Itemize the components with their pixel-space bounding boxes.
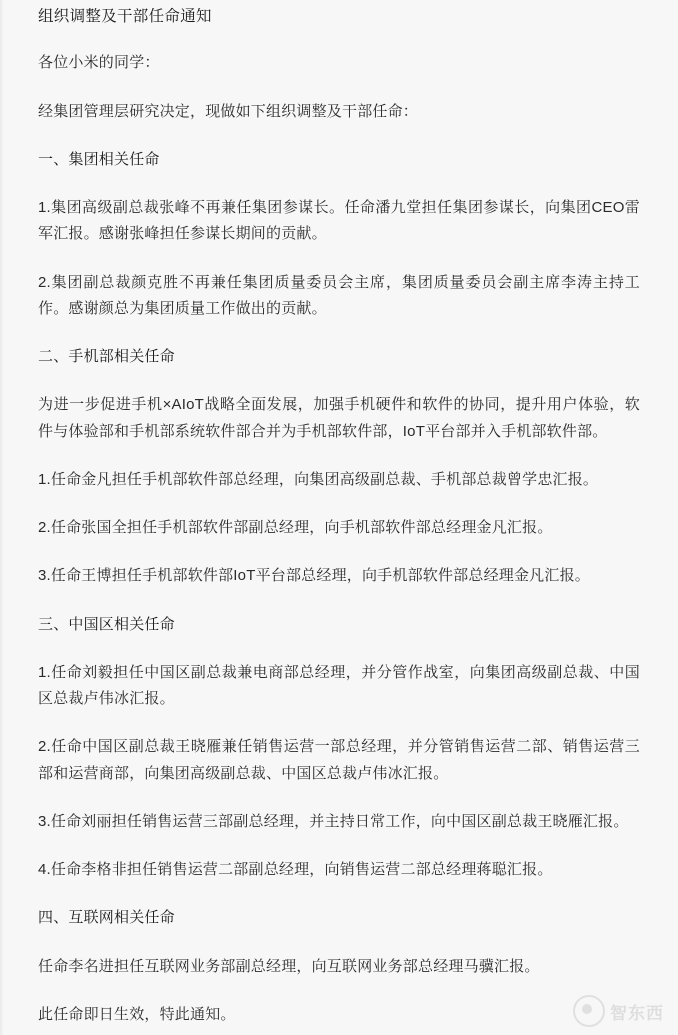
watermark-label: 智东西 [610,1003,664,1023]
section-heading-china: 三、中国区相关任命 [38,615,175,633]
paragraph-greeting: 各位小米的同学： [38,54,160,72]
page-title: 组织调整及干部任命通知 [38,8,212,25]
paragraph-phone-intro: 为进一步促进手机×AIoT战略全面发展，加强手机硬件和软件的协同，提升用户体验，软件与体验部和手机部系统软件部合并为手机部软件部，IoT平台部并入手机部软件部。 [38,396,640,440]
section-heading-internet: 四、互联网相关任命 [38,909,175,927]
paragraph-china-4: 4.任命李格非担任销售运营二部副总经理，向销售运营二部总经理蒋聪汇报。 [38,861,553,878]
paragraph-group-2: 2.集团副总裁颜克胜不再兼任集团质量委员会主席，集团质量委员会副主席李涛主持工作。感谢颜总为集团质量工作做出的贡献。 [38,273,640,317]
paragraph-china-1: 1.任命刘毅担任中国区副总裁兼电商部总经理，并分管作战室，向集团高级副总裁、中国区总裁卢伟冰汇报。 [38,663,640,707]
paragraph-closing: 此任命即日生效，特此通知。 [38,1005,236,1023]
paragraph-china-3: 3.任命刘丽担任销售运营三部副总经理，并主持日常工作，向中国区副总裁王晓雁汇报。 [38,812,629,830]
section-heading-phone: 二、手机部相关任命 [38,348,175,365]
paragraph-china-2: 2.任命中国区副总裁王晓雁兼任销售运营一部总经理，并分管销售运营二部、销售运营三部和运营商部，向集团高级副总裁、中国区总裁卢伟冰汇报。 [38,738,640,782]
paragraph-internet-1: 任命李名进担任互联网业务部副总经理，向互联网业务部总经理马骥汇报。 [38,957,540,975]
paragraph-phone-1: 1.任命金凡担任手机部软件部总经理，向集团高级副总裁、手机部总裁曾学忠汇报。 [38,470,599,488]
paragraph-group-1: 1.集团高级副总裁张峰不再兼任集团参谋长。任命潘九堂担任集团参谋长，向集团CEO雷军汇报。感谢张峰担任参谋长期间的贡献。 [38,199,640,243]
paragraph-intro: 经集团管理层研究决定，现做如下组织调整及干部任命： [38,102,419,120]
paragraph-phone-3: 3.任命王博担任手机部软件部IoT平台部总经理，向手机部软件部总经理金凡汇报。 [38,567,590,585]
paragraph-phone-2: 2.任命张国全担任手机部软件部副总经理，向手机部软件部总经理金凡汇报。 [38,519,553,536]
page-edge-shadow [0,0,4,1035]
section-heading-group: 一、集团相关任命 [38,150,160,168]
